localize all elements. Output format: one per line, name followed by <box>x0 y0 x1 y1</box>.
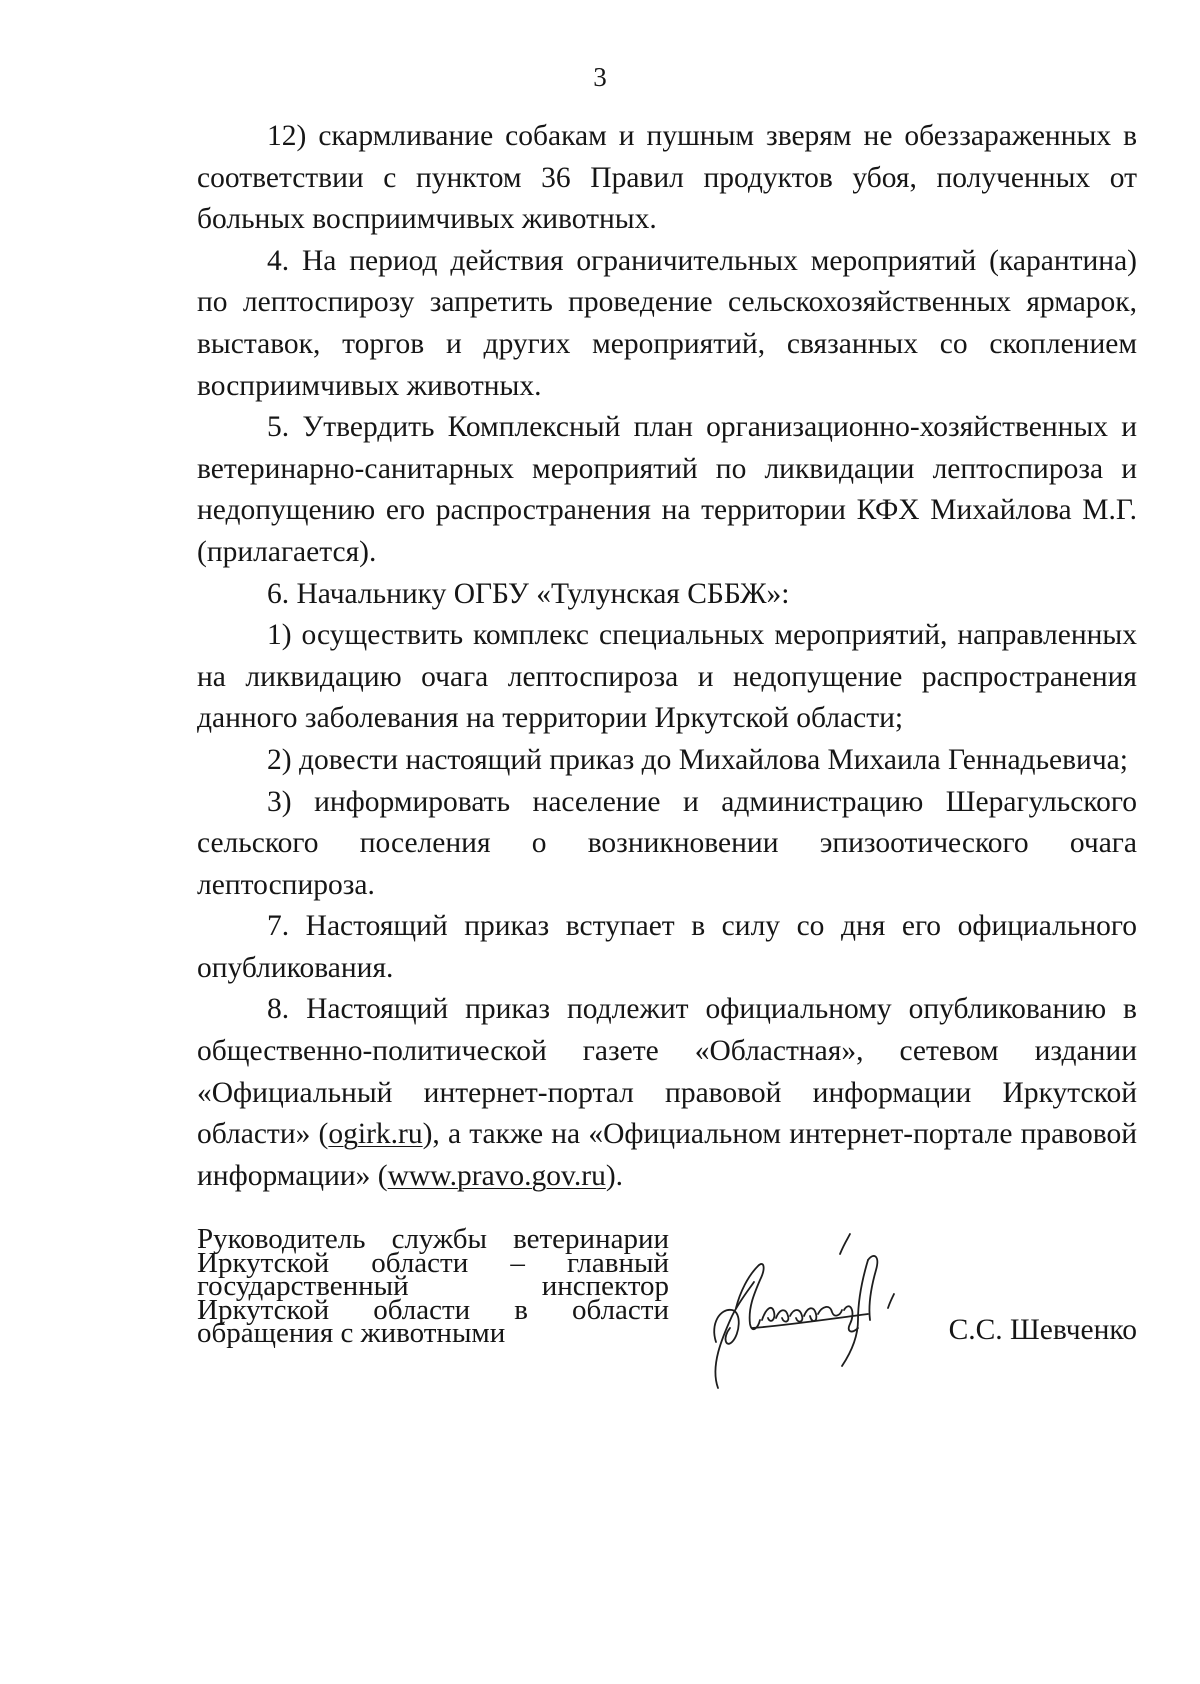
paragraph-item-12: 12) скармливание собакам и пушным зверям не обеззараженных в соответствии с пунктом 36 Правил продуктов убоя, полученных от больных восприимчивых животных. <box>197 120 1137 236</box>
signer-position-line: государственный инспектор <box>197 1270 669 1302</box>
paragraph-8-text-after: ). <box>605 1159 624 1192</box>
paragraph-6-item-1: 1) осуществить комплекс специальных мероприятий, направленных на ликвидацию очага лептоспироза и недопущение распространения данного заболевания на территории Иркутской области; <box>197 619 1137 735</box>
signer-position-line: Иркутской области в области <box>197 1293 669 1326</box>
signer-position-line: Руководитель службы ветеринарии <box>197 1223 669 1255</box>
signer-position-line: Иркутской области – главный <box>197 1246 669 1279</box>
pravo-gov-link[interactable]: www.pravo.gov.ru <box>387 1159 606 1192</box>
paragraph-8-text-middle: ), а также на «Официальном интернет-портале правовой информации» ( <box>197 1118 1138 1192</box>
paragraph-7: 7. Настоящий приказ вступает в силу со дня его официального опубликования. <box>197 910 1137 984</box>
paragraph-6-item-3: 3) информировать население и администрацию Шерагульского сельского поселения о возникновении эпизоотического очага лептоспироза. <box>197 785 1137 901</box>
signer-position-line: обращения с животными <box>197 1317 506 1349</box>
signer-position <box>197 1223 669 1349</box>
signer-name: С.С. Шевченко <box>948 1314 1137 1346</box>
handwritten-signature <box>692 1216 927 1401</box>
paragraph-5: 5. Утвердить Комплексный план организационно-хозяйственных и ветеринарно-санитарных мероприятий по ликвидации лептоспироза и недопущению его распространения на территории КФХ Михайлова М.Г. (прилагается). <box>197 411 1137 568</box>
paragraph-6-item-2: 2) довести настоящий приказ до Михайлова Михаила Геннадьевича; <box>267 743 1128 776</box>
paragraph-4: 4. На период действия ограничительных мероприятий (карантина) по лептоспирозу запретить проведение сельскохозяйственных ярмарок, выставок, торгов и других мероприятий, связанных со скоплением восприимчивых животных. <box>197 244 1137 402</box>
paragraph-8 <box>197 989 1137 1197</box>
page-number: 3 <box>593 62 607 92</box>
paragraph-8-text-before: 8. Настоящий приказ подлежит официальному опубликованию в общественно-политической газете «Областная», сетевом издании «Официальный интернет-портал правовой информации Иркутской области» ( <box>197 993 1137 1151</box>
ogirk-link[interactable]: ogirk.ru <box>328 1118 423 1151</box>
paragraph-6: 6. Начальнику ОГБУ «Тулунская СББЖ»: <box>267 577 790 610</box>
signature-block <box>197 1223 1137 1408</box>
document-body <box>197 116 1137 1197</box>
